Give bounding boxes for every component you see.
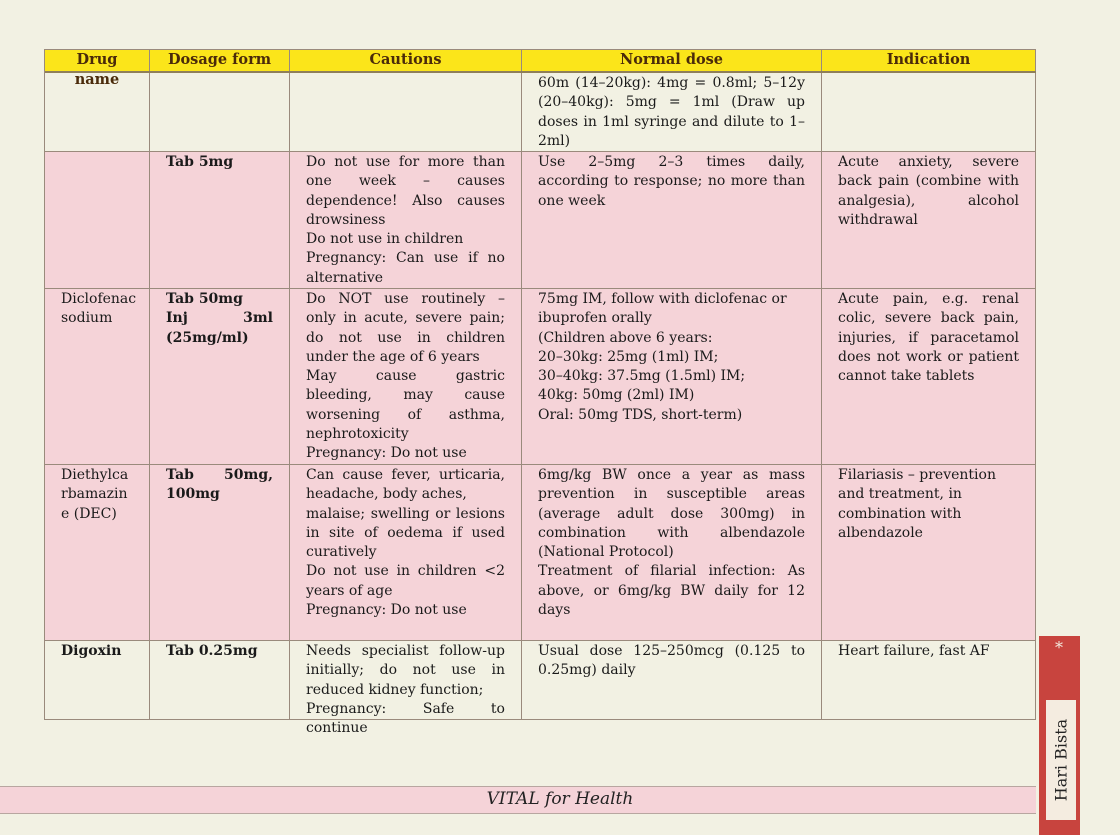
dosage-form-text: Tab 5mg <box>166 154 234 170</box>
table-row <box>45 465 1036 641</box>
drug-name-text: Digoxin <box>61 643 122 659</box>
caution-text: Pregnancy: Safe to continue <box>306 700 505 737</box>
caution-text: Can cause fever, urticaria, headache, body aches, <box>306 467 505 503</box>
dose-text: (Children above 6 years: <box>538 329 713 346</box>
dose-text: 60m (14–20kg): 4mg = 0.8ml; 5–12y (20–40kg): 5mg = 1ml (Draw up doses in 1ml syringe and dilute to 1–2ml) <box>538 75 805 149</box>
normal-dose-cell <box>522 152 822 288</box>
dose-text: Treatment of filarial infection: As above, or 6mg/kg BW daily for 12 days <box>538 563 805 619</box>
table-header-row <box>45 50 1036 88</box>
table-row <box>45 73 1036 152</box>
dose-text: Usual dose 125–250mcg (0.125 to 0.25mg) daily <box>538 643 805 679</box>
drug-table <box>44 49 1036 737</box>
dose-text: Oral: 50mg TDS, short-term) <box>538 406 743 423</box>
cautions-cell <box>290 641 522 737</box>
indication-text: Acute pain, e.g. renal colic, severe back pain, injuries, if paracetamol does not work or patient cannot take tablets <box>838 291 1019 385</box>
col-header-dosage-form: Dosage form <box>150 50 290 71</box>
drug-name-text: Diethylcarbamazine (DEC) <box>61 467 129 522</box>
normal-dose-cell <box>522 641 822 719</box>
cautions-cell <box>290 152 522 288</box>
normal-dose-cell <box>522 73 822 151</box>
indication-text: Heart failure, fast AF <box>838 643 990 659</box>
table-row <box>45 641 1036 737</box>
footer-title: VITAL for Health <box>486 789 634 809</box>
caution-text: Pregnancy: Can use if no alternative <box>306 250 505 286</box>
dosage-form-cell <box>150 152 290 288</box>
side-tab-author-box <box>1046 700 1076 820</box>
drug-name-cell <box>45 152 150 288</box>
dosage-form-text: Tab 0.25mg <box>166 643 258 659</box>
caution-text: Do not use for more than one week – causes dependence! Also causes drowsiness <box>306 154 505 228</box>
dose-text: Use 2–5mg 2–3 times daily, according to response; no more than one week <box>538 154 805 209</box>
indication-cell <box>822 152 1036 288</box>
table-row <box>45 152 1036 289</box>
dosage-form-text: Tab 50mg, 100mg <box>166 467 273 503</box>
caution-text: May cause gastric bleeding, may cause worsening of asthma, nephrotoxicity <box>306 368 505 443</box>
col-header-indication: Indication <box>822 50 1036 71</box>
indication-text: Acute anxiety, severe back pain (combine with analgesia), alcohol withdrawal <box>838 154 1019 228</box>
dosage-form-text: Tab 50mg <box>166 291 243 307</box>
indication-text: Filariasis – prevention and treatment, in combination with albendazole <box>838 467 996 541</box>
cautions-cell <box>290 289 522 464</box>
caution-text: malaise; swelling or lesions in site of oedema if used curatively <box>306 505 505 561</box>
cautions-cell <box>290 73 522 151</box>
col-header-cautions: Cautions <box>290 50 522 71</box>
indication-cell <box>822 73 1036 151</box>
dosage-form-cell <box>150 289 290 464</box>
side-tab-mark: * <box>1055 638 1063 657</box>
table-row <box>45 289 1036 465</box>
caution-text: Do NOT use routinely – only in acute, severe pain; do not use in children under the age of 6 years <box>306 291 505 365</box>
caution-text: Needs specialist follow-up initially; do not use in reduced kidney function; <box>306 643 505 698</box>
indication-cell <box>822 465 1036 640</box>
dose-text: 40kg: 50mg (2ml) IM) <box>538 387 695 404</box>
dosage-form-cell <box>150 73 290 151</box>
dose-text: 30–40kg: 37.5mg (1.5ml) IM; <box>538 368 746 385</box>
cautions-cell <box>290 465 522 640</box>
normal-dose-cell <box>522 289 822 464</box>
indication-cell <box>822 641 1036 719</box>
indication-cell <box>822 289 1036 464</box>
dosage-form-text: Inj 3ml (25mg/ml) <box>166 310 273 346</box>
dose-text: 6mg/kg BW once a year as mass prevention in susceptible areas (average adult dose 300mg) in combination with albendazole (National Protocol) <box>538 467 805 561</box>
normal-dose-cell <box>522 465 822 640</box>
drug-name-cell <box>45 465 150 640</box>
col-header-drug-name: Drug name <box>45 50 150 71</box>
caution-text: Pregnancy: Do not use <box>306 445 467 462</box>
caution-text: Do not use in children <box>306 231 464 248</box>
drug-name-cell <box>45 289 150 464</box>
side-tab-author: Hari Bista <box>1051 718 1071 802</box>
drug-name-cell <box>45 641 150 719</box>
dose-text: 20–30kg: 25mg (1ml) IM; <box>538 348 719 365</box>
drug-name-text: Diclofenac sodium <box>61 291 137 327</box>
caution-text: Do not use in children <2 years of age <box>306 563 505 599</box>
col-header-normal-dose: Normal dose <box>522 50 822 71</box>
drug-name-cell <box>45 73 150 151</box>
dosage-form-cell <box>150 641 290 719</box>
caution-text: Pregnancy: Do not use <box>306 602 467 619</box>
dosage-form-cell <box>150 465 290 640</box>
dose-text: 75mg IM, follow with diclofenac or ibuprofen orally <box>538 291 787 327</box>
